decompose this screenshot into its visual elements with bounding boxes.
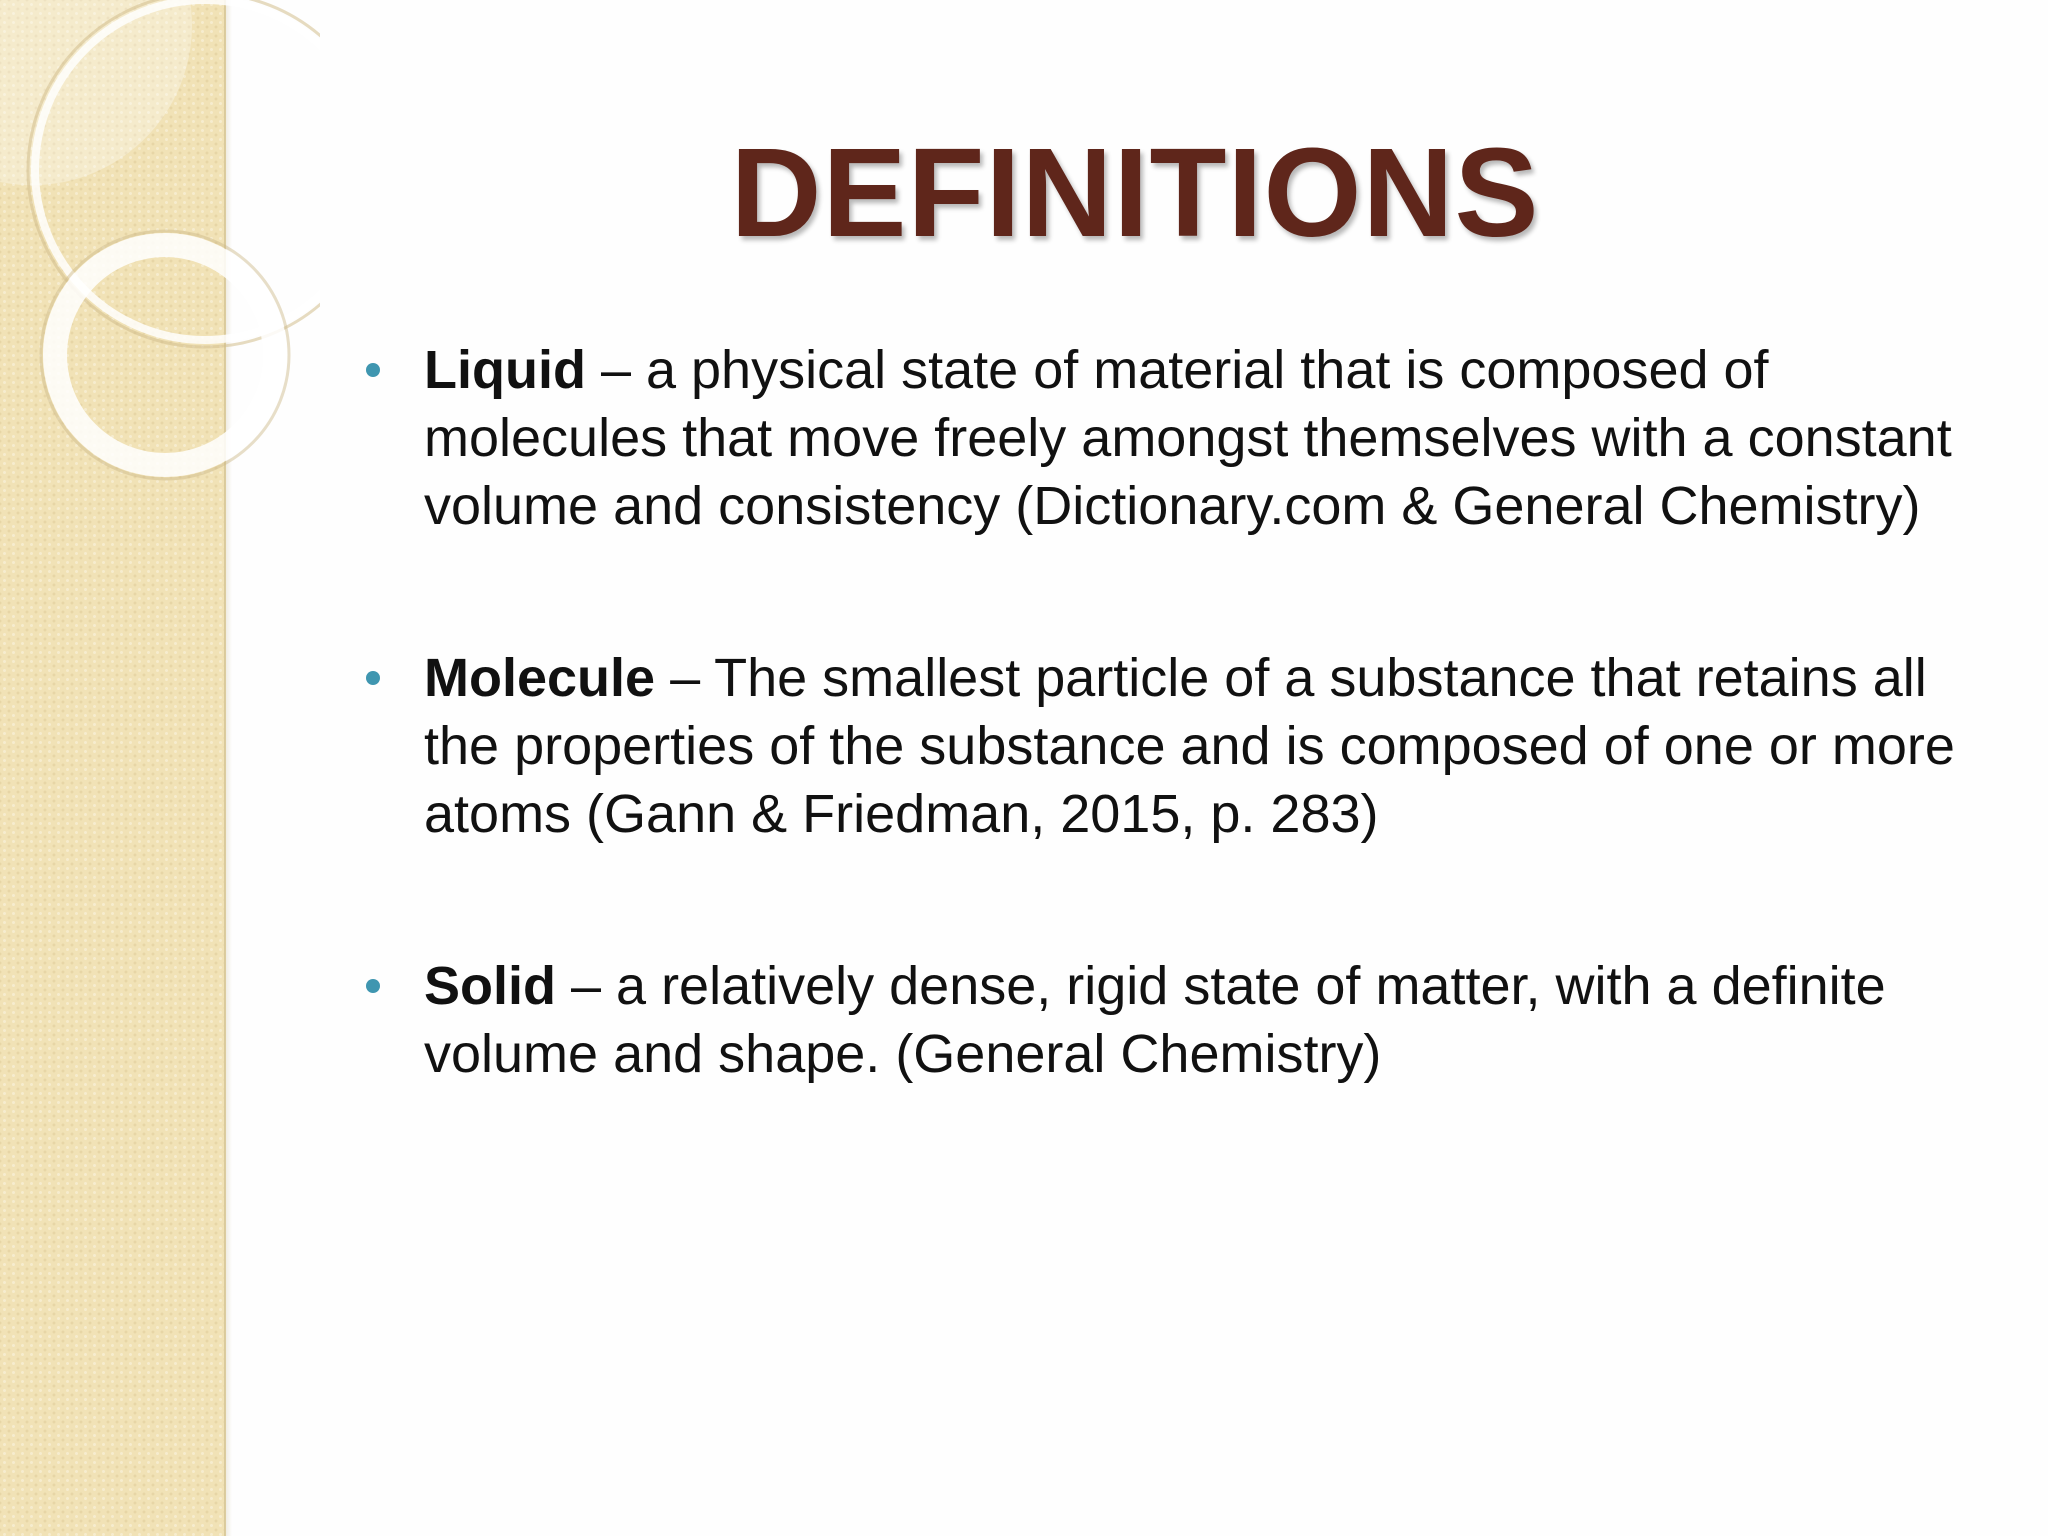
definition-item-molecule: [360, 644, 1980, 848]
definition-term: Solid: [424, 956, 556, 1016]
bullet-icon: [366, 671, 380, 685]
definition-text: – The smallest particle of a substance that retains all the properties of the substance and is composed of one or more atoms (Gann & Friedman, 2015, p. 283): [424, 648, 1955, 844]
definition-term: Liquid: [424, 340, 586, 400]
bullet-icon: [366, 363, 380, 377]
bullet-icon: [366, 979, 380, 993]
definition-text: – a relatively dense, rigid state of matter, with a definite volume and shape. (General Chemistry): [424, 956, 1886, 1084]
slide-title: DEFINITIONS: [730, 122, 1540, 263]
definition-text: – a physical state of material that is composed of molecules that move freely amongst themselves with a constant volume and consistency (Dictionary.com & General Chemistry): [424, 340, 1952, 536]
definition-item-liquid: [360, 336, 1980, 540]
decorative-rings: [0, 0, 320, 560]
definition-item-solid: [360, 952, 1980, 1088]
definitions-list: [360, 336, 1980, 1088]
definition-term: Molecule: [424, 648, 656, 708]
